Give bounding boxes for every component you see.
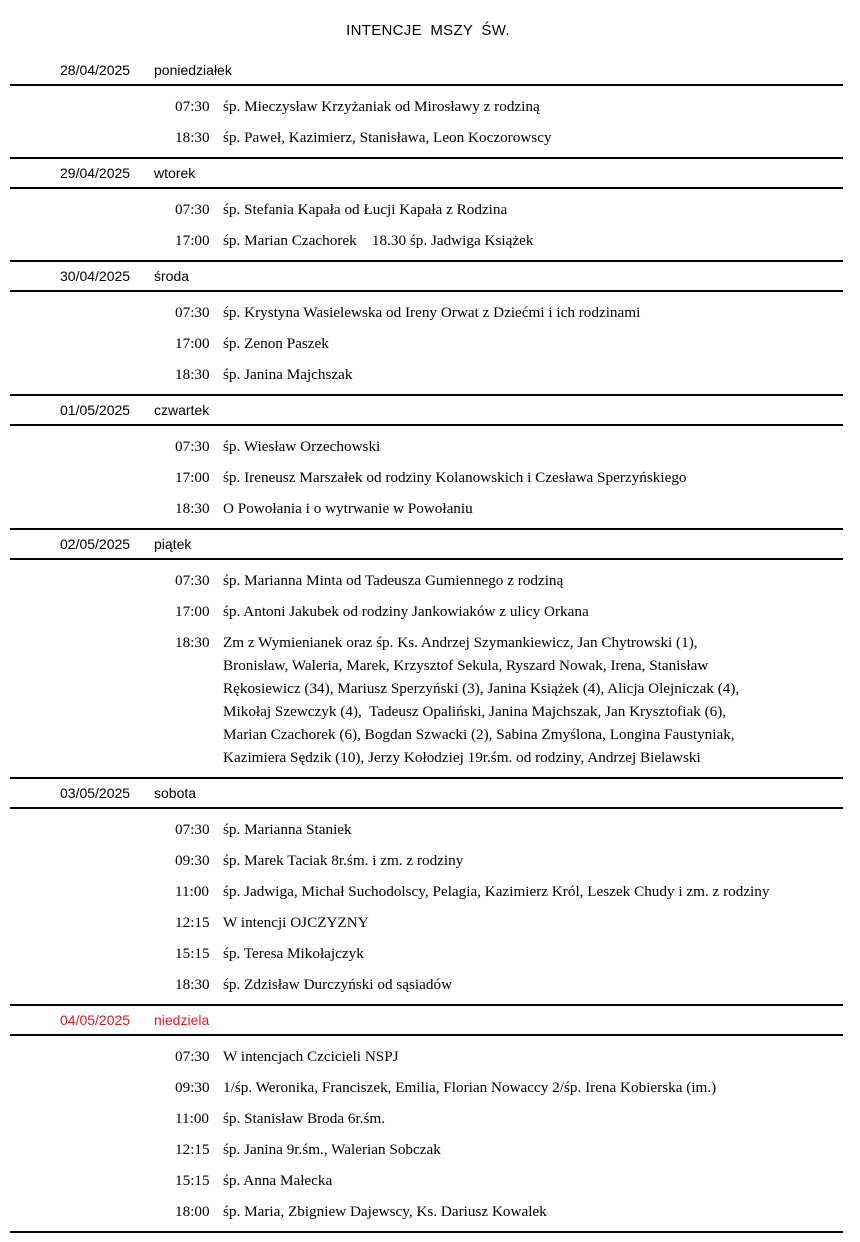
mass-intention: śp. Ireneusz Marszałek od rodziny Kolanowskich i Czesława Sperzyńskiego	[223, 469, 687, 486]
mass-time: 07:30	[175, 821, 210, 838]
day-header	[10, 1004, 843, 1034]
mass-time: 17:00	[175, 603, 210, 620]
day-masses	[10, 424, 843, 528]
day-section	[0, 157, 860, 260]
mass-entry	[10, 1103, 843, 1134]
day-date: 30/04/2025	[60, 268, 131, 284]
day-masses	[10, 187, 843, 260]
day-masses	[10, 290, 843, 394]
mass-time: 15:15	[175, 1172, 210, 1189]
day-header	[10, 157, 843, 187]
mass-intention: śp. Anna Małecka	[223, 1172, 333, 1189]
mass-intention: śp. Zenon Paszek	[223, 335, 329, 352]
mass-time: 11:00	[175, 1110, 210, 1127]
mass-intention: śp. Paweł, Kazimierz, Stanisława, Leon Koczorowscy	[223, 129, 552, 146]
mass-intention: śp. Antoni Jakubek od rodziny Jankowiaków z ulicy Orkana	[223, 603, 589, 620]
day-masses	[10, 84, 843, 157]
mass-time: 07:30	[175, 304, 210, 321]
mass-time: 07:30	[175, 572, 210, 589]
mass-entry	[10, 938, 843, 969]
mass-intention: śp. Marianna Staniek	[223, 821, 352, 838]
day-weekday: środa	[154, 268, 190, 284]
mass-intention: śp. Teresa Mikołajczyk	[223, 945, 364, 962]
mass-entry	[10, 969, 843, 1000]
mass-intention: śp. Marian Czachorek 18.30 śp. Jadwiga Książek	[223, 232, 534, 249]
mass-entry	[10, 122, 843, 153]
day-date: 02/05/2025	[60, 536, 131, 552]
mass-time: 07:30	[175, 438, 210, 455]
mass-time: 17:00	[175, 232, 210, 249]
day-section	[0, 260, 860, 394]
mass-entry	[10, 297, 843, 328]
mass-intention: śp. Janina Majchszak	[223, 366, 353, 383]
mass-time: 11:00	[175, 883, 210, 900]
mass-intention: śp. Stanisław Broda 6r.śm.	[223, 1110, 385, 1127]
mass-entry	[10, 627, 843, 773]
mass-intention: 1/śp. Weronika, Franciszek, Emilia, Florian Nowaccy 2/śp. Irena Kobierska (im.)	[223, 1079, 717, 1096]
mass-entry	[10, 194, 843, 225]
day-header	[10, 394, 843, 424]
mass-time: 09:30	[175, 1079, 210, 1096]
mass-intention: W intencji OJCZYZNY	[223, 914, 369, 931]
day-masses	[10, 807, 843, 1004]
mass-intention: śp. Maria, Zbigniew Dajewscy, Ks. Dariusz Kowalek	[223, 1203, 547, 1220]
mass-entry	[10, 814, 843, 845]
day-weekday: czwartek	[154, 402, 210, 418]
mass-entry	[10, 493, 843, 524]
mass-time: 18:30	[175, 366, 210, 383]
mass-intention: śp. Stefania Kapała od Łucji Kapała z Rodzina	[223, 201, 508, 218]
day-weekday: wtorek	[154, 165, 196, 181]
bottom-divider	[10, 1231, 843, 1233]
mass-intention: śp. Janina 9r.śm., Walerian Sobczak	[223, 1141, 441, 1158]
mass-time: 07:30	[175, 98, 210, 115]
day-weekday: poniedziałek	[154, 62, 232, 78]
mass-time: 07:30	[175, 201, 210, 218]
day-section	[0, 394, 860, 528]
mass-intention: śp. Wiesław Orzechowski	[223, 438, 381, 455]
day-header	[10, 56, 843, 84]
mass-time: 18:30	[175, 500, 210, 517]
day-section	[0, 1004, 860, 1231]
mass-time: 12:15	[175, 1141, 210, 1158]
mass-time: 18:30	[175, 634, 210, 651]
day-date: 03/05/2025	[60, 785, 131, 801]
mass-intention: W intencjach Czcicieli NSPJ	[223, 1048, 399, 1065]
day-weekday: niedziela	[154, 1012, 210, 1028]
mass-time: 12:15	[175, 914, 210, 931]
mass-time: 18:30	[175, 129, 210, 146]
mass-intentions-list	[0, 56, 860, 1233]
mass-time: 09:30	[175, 852, 210, 869]
day-masses	[10, 1034, 843, 1231]
mass-intention: O Powołania i o wytrwanie w Powołaniu	[223, 500, 473, 517]
day-section	[0, 56, 860, 157]
day-date: 04/05/2025	[60, 1012, 131, 1028]
mass-entry	[10, 91, 843, 122]
mass-entry	[10, 1134, 843, 1165]
mass-entry	[10, 1196, 843, 1227]
mass-intention: śp. Marianna Minta od Tadeusza Gumiennego z rodziną	[223, 572, 564, 589]
mass-entry	[10, 845, 843, 876]
mass-intention: śp. Mieczysław Krzyżaniak od Mirosławy z rodziną	[223, 98, 540, 115]
mass-intention: śp. Jadwiga, Michał Suchodolscy, Pelagia, Kazimierz Król, Leszek Chudy i zm. z rodziny	[223, 883, 770, 900]
mass-time: 17:00	[175, 469, 210, 486]
day-date: 29/04/2025	[60, 165, 131, 181]
mass-time: 17:00	[175, 335, 210, 352]
mass-entry	[10, 1165, 843, 1196]
mass-entry	[10, 565, 843, 596]
mass-entry	[10, 328, 843, 359]
day-header	[10, 260, 843, 290]
day-masses	[10, 558, 843, 777]
mass-intention: śp. Zdzisław Durczyński od sąsiadów	[223, 976, 453, 993]
mass-time: 07:30	[175, 1048, 210, 1065]
day-date: 01/05/2025	[60, 402, 131, 418]
mass-intention: Zm z Wymienianek oraz śp. Ks. Andrzej Szymankiewicz, Jan Chytrowski (1), Bronisław, Waleria, Marek, Krzysztof Sekula, Ryszard Nowak, Irena, Stanisław Rękosiewicz (34), Mariusz Sperzyński (3), Janina Książek (4), Alicja Olejniczak (4), Mikołaj Szewczyk (4), Tadeusz Opaliński, Janina Majchszak, Jan Krysztofiak (6), Marian Czachorek (6), Bogdan Szwacki (2), Sabina Zmyślona, Longina Faustyniak, Kazimiera Sędzik (10), Jerzy Kołodziej 19r.śm. od rodziny, Andrzej Bielawski	[223, 634, 740, 766]
mass-time: 15:15	[175, 945, 210, 962]
mass-entry	[10, 225, 843, 256]
mass-entry	[10, 596, 843, 627]
day-date: 28/04/2025	[60, 62, 131, 78]
day-section	[0, 777, 860, 1004]
day-section	[0, 528, 860, 777]
day-weekday: sobota	[154, 785, 197, 801]
mass-time: 18:00	[175, 1203, 210, 1220]
mass-entry	[10, 462, 843, 493]
day-header	[10, 777, 843, 807]
mass-intention: śp. Krystyna Wasielewska od Ireny Orwat z Dziećmi i ich rodzinami	[223, 304, 641, 321]
mass-entry	[10, 431, 843, 462]
day-weekday: piątek	[154, 536, 192, 552]
mass-entry	[10, 1072, 843, 1103]
mass-entry	[10, 907, 843, 938]
mass-entry	[10, 876, 843, 907]
mass-time: 18:30	[175, 976, 210, 993]
day-header	[10, 528, 843, 558]
page-title: INTENCJE MSZY ŚW.	[346, 22, 510, 39]
mass-intention: śp. Marek Taciak 8r.śm. i zm. z rodziny	[223, 852, 464, 869]
mass-entry	[10, 1041, 843, 1072]
mass-entry	[10, 359, 843, 390]
